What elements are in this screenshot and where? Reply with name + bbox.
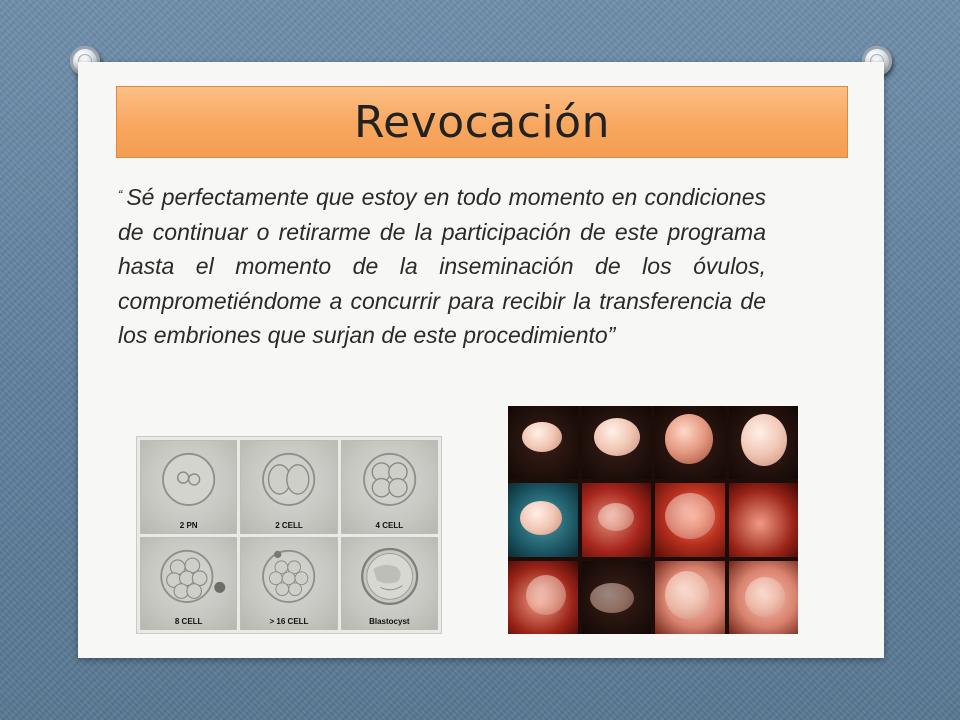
eight-cell-graphic [141, 538, 236, 611]
embryo-photo [655, 561, 725, 634]
cell-label: 4 CELL [375, 520, 404, 530]
embryo-photo [655, 406, 725, 479]
cell-tile-2cell [240, 440, 337, 534]
embryo-photo [508, 406, 578, 479]
embryo-photo [582, 483, 652, 556]
cell-label: Blastocyst [369, 617, 410, 626]
cell-tile-blastocyst [341, 537, 438, 631]
morula-graphic [241, 538, 336, 611]
embryo-photo [508, 483, 578, 556]
embryo-photo [582, 561, 652, 634]
embryo-photo [655, 483, 725, 556]
cell-label: 8 CELL [174, 617, 203, 626]
cell-label: 2 CELL [275, 520, 303, 530]
cell-label: > 16 CELL [269, 617, 309, 626]
cell-tile-16cell [240, 537, 337, 631]
embryo-photo [729, 561, 799, 634]
slide-title: Revocación [353, 96, 610, 148]
two-cell-graphic [241, 441, 336, 514]
cell-tile-8cell [140, 537, 237, 631]
embryo-photo-collage [508, 406, 798, 634]
cell-tile-4cell [341, 440, 438, 534]
cell-development-image [136, 436, 442, 634]
embryo-photo [729, 483, 799, 556]
blastocyst-graphic [342, 538, 437, 611]
quote-open-mark: “ [118, 187, 123, 202]
cell-tile-2pn [140, 440, 237, 534]
quote-block [118, 178, 766, 353]
four-cell-graphic [342, 441, 437, 514]
embryo-photo [582, 406, 652, 479]
embryo-photo [508, 561, 578, 634]
title-bar [116, 86, 848, 158]
embryo-photo [729, 406, 799, 479]
cell-label: 2 PN [179, 520, 198, 530]
quote-text: Sé perfectamente que estoy en todo momento en condiciones de continuar o retirarme de la participación de este programa hasta el momento de la inseminación de los óvulos, comprometiéndome a concurrir para recibir la transferencia de los embriones que surjan de este procedimiento” [118, 184, 766, 348]
zygote-graphic [141, 441, 236, 514]
